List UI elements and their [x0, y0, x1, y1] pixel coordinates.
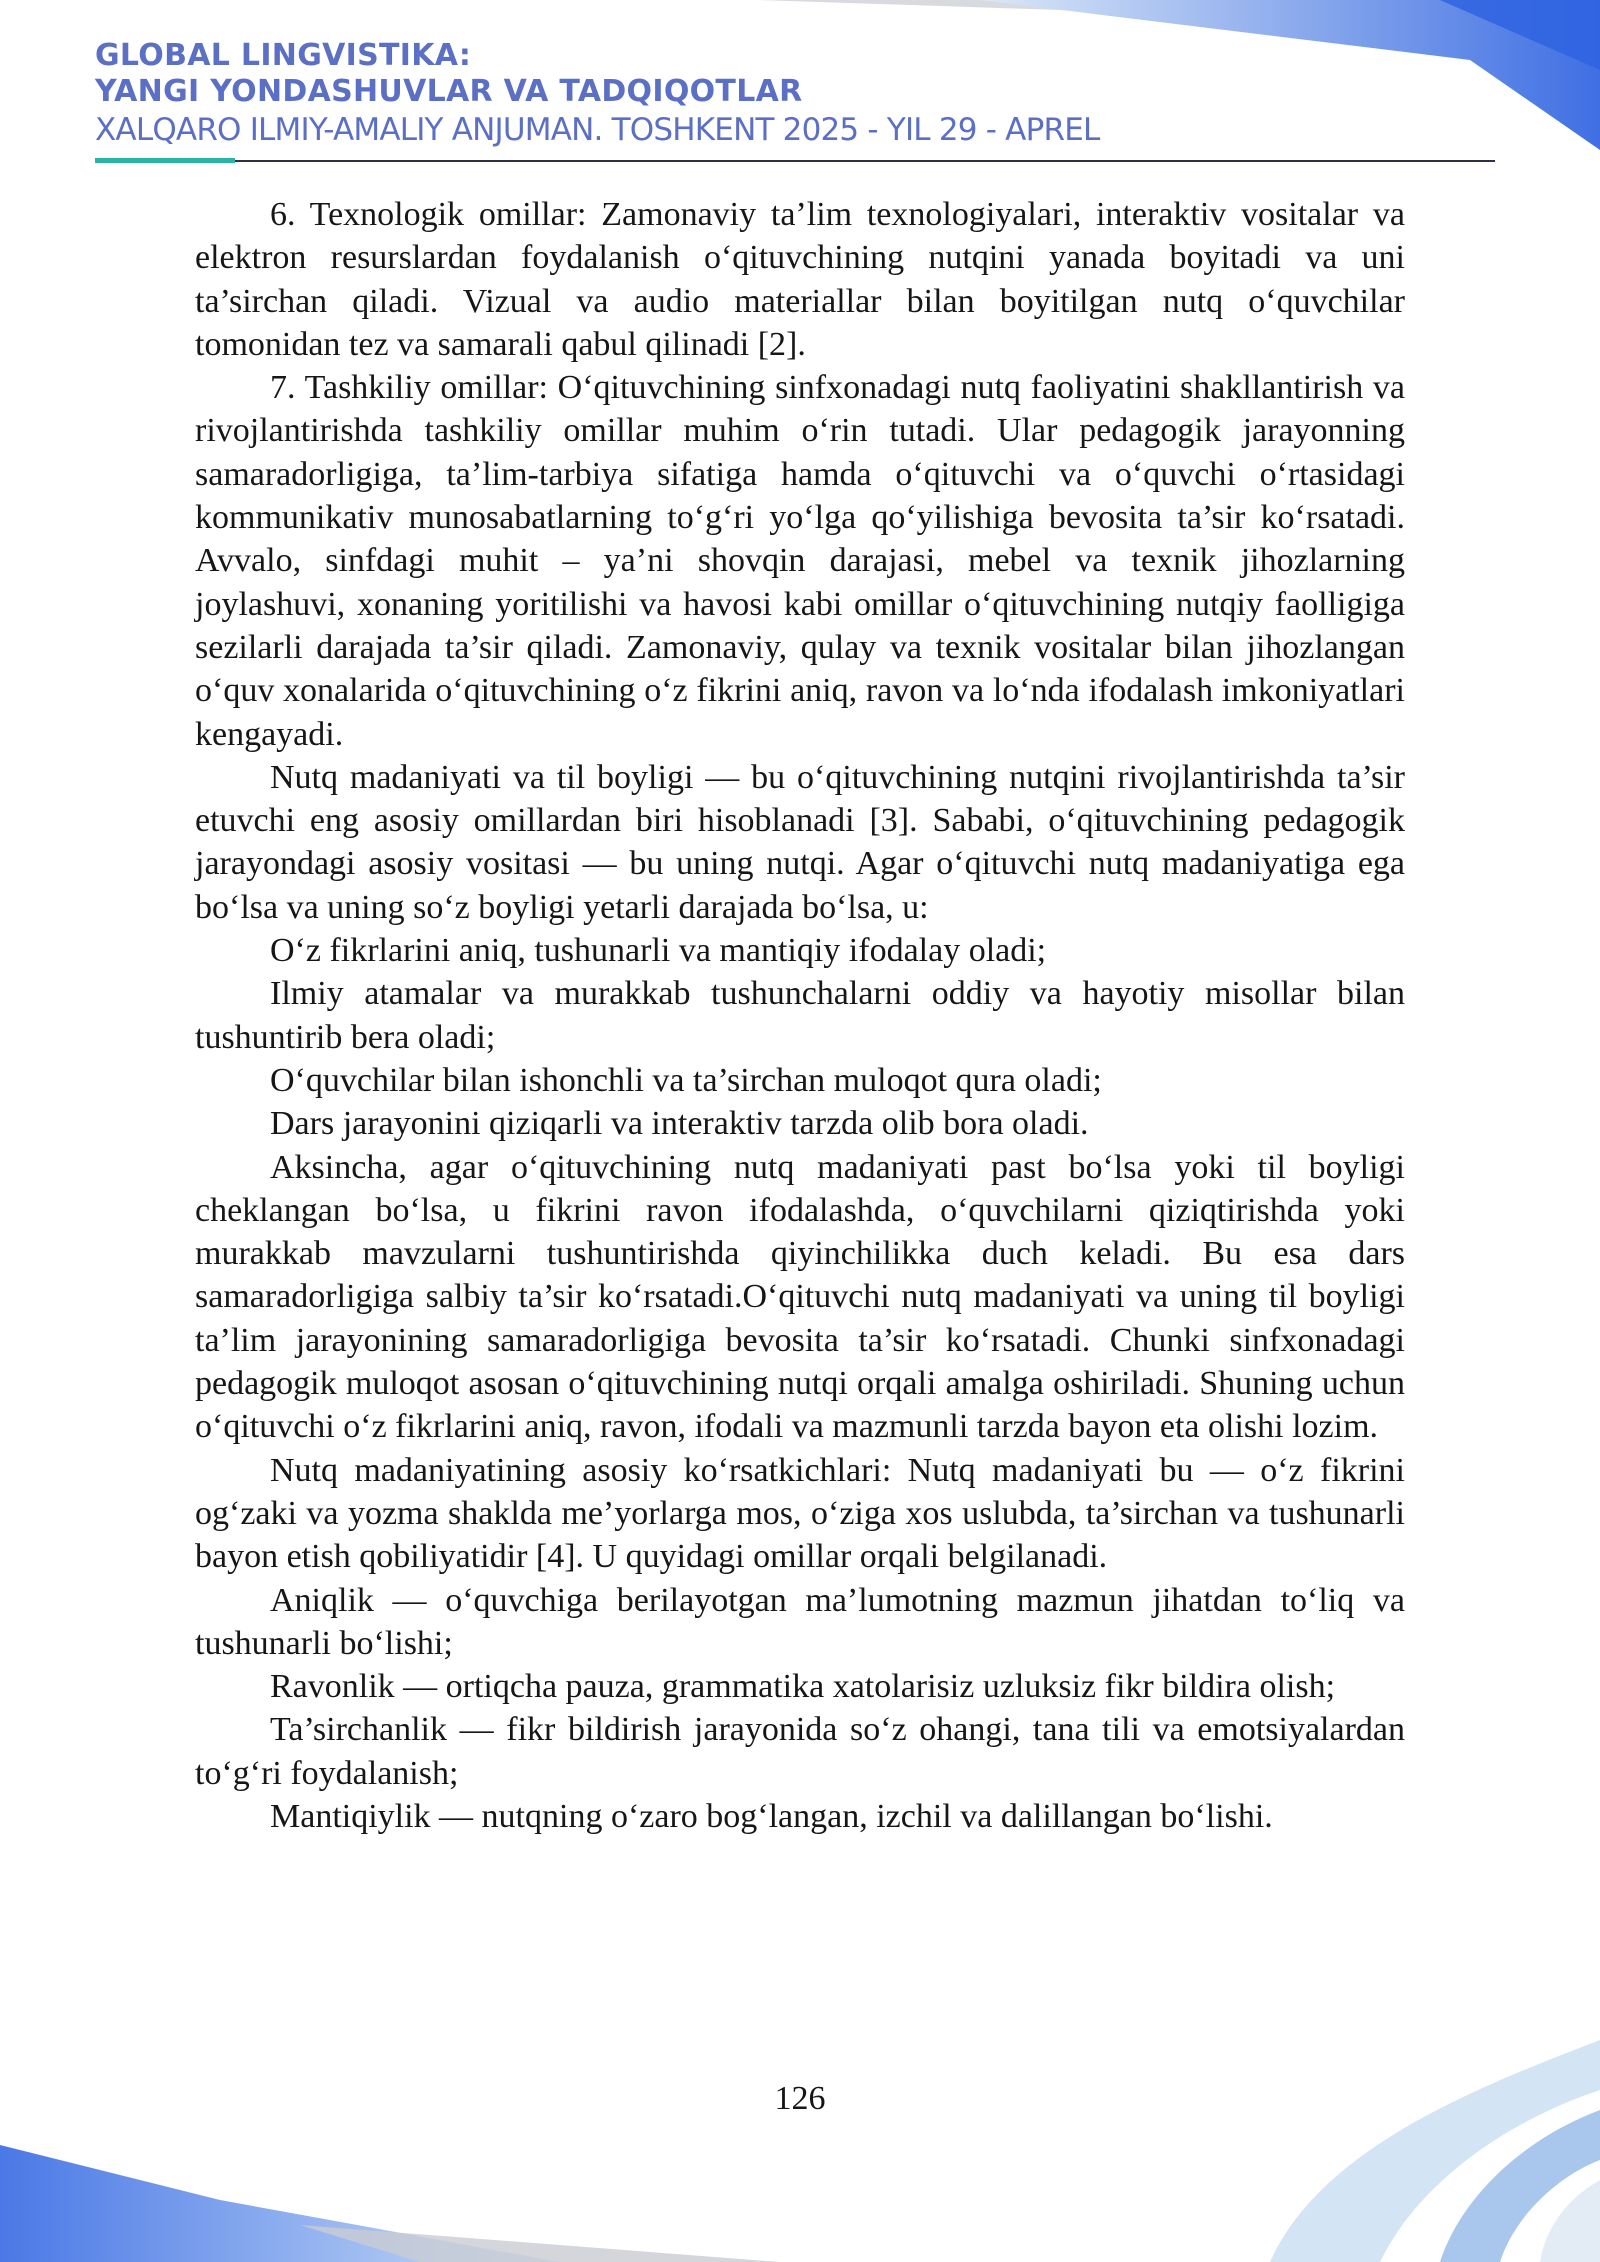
conference-header: [95, 38, 1495, 150]
paragraph-technological-factors: 6. Texnologik omillar: Zamonaviy ta’lim texnologiyalari, interaktiv vositalar va elektron resurslardan foydalanish o‘qituvchining nutqini yanada boyitadi va uni ta’sirchan qiladi. Vizual va audio materiallar bilan boyitilgan nutq o‘quvchilar tomonidan tez va samarali qabul qilinadi [2].: [195, 196, 1405, 363]
paragraph-speech-culture: Nutq madaniyati va til boyligi — bu o‘qituvchining nutqini rivojlantirishda ta’sir etuvchi eng asosiy omillardan biri hisoblanadi [3]. Sababi, o‘qituvchining pedagogik jarayondagi asosiy vositasi — bu uning nutqi. Agar o‘qituvchi nutq madaniyatiga ega bo‘lsa va uning so‘z boyligi yetarli darajada bo‘lsa, u:: [195, 758, 1405, 926]
list-item-fluency: Ravonlik — ortiqcha pauza, grammatika xatolarisiz uzluksiz fikr bildira olish;: [270, 1668, 1336, 1706]
article-body: [195, 193, 1405, 1838]
list-item-logic: Mantiqiylik — nutqning o‘zaro bog‘langan, izchil va dalillangan bo‘lishi.: [270, 1797, 1273, 1835]
conference-title-line2: YANGI YONDASHUVLAR VA TADQIQOTLAR: [95, 74, 803, 109]
bottom-right-swirl: [1270, 2040, 1600, 2262]
page-number: 126: [774, 2080, 826, 2117]
list-item-interactive-lesson: Dars jarayonini qiziqarli va interaktiv tarzda olib bora oladi.: [270, 1105, 1089, 1143]
list-item-scientific-terms: Ilmiy atamalar va murakkab tushunchalarni oddiy va hayotiy misollar bilan tushuntirib bera oladi;: [195, 975, 1405, 1056]
header-divider-accent: [95, 158, 235, 163]
conference-subtitle: XALQARO ILMIY-AMALIY ANJUMAN. TOSHKENT 2025 - YIL 29 - APREL: [95, 112, 1100, 148]
list-item-clear-thoughts: O‘z fikrlarini aniq, tushunarli va mantiqiy ifodalay oladi;: [270, 932, 1047, 970]
list-item-accuracy: Aniqlik — o‘quvchiga berilayotgan ma’lumotning mazmun jihatdan to‘liq va tushunarli bo‘lishi;: [195, 1581, 1405, 1662]
paragraph-contrary-case: Aksincha, agar o‘qituvchining nutq madaniyati past bo‘lsa yoki til boyligi cheklangan bo‘lsa, u fikrini ravon ifodalashda, o‘quvchilarni qiziqtirishda yoki murakkab mavzularni tushuntirishda qiyinchilikka duch keladi. Bu esa dars samaradorligiga salbiy ta’sir ko‘rsatadi.O‘qituvchi nutq madaniyati va uning til boyligi ta’lim jarayonining samaradorligiga bevosita ta’sir ko‘rsatadi. Chunki sinfxonadagi pedagogik muloqot asosan o‘qituvchining nutqi orqali amalga oshiriladi. Shuning uchun o‘qituvchi o‘z fikrlarini aniq, ravon, ifodali va mazmunli tarzda bayon eta olishi lozim.: [195, 1148, 1405, 1446]
header-divider: [95, 160, 1495, 162]
bottom-left-stripes: [0, 2145, 780, 2262]
conference-title-line1: GLOBAL LINGVISTIKA:: [95, 38, 472, 73]
list-item-expressiveness: Ta’sirchanlik — fikr bildirish jarayonida so‘z ohangi, tana tili va emotsiyalardan to‘g‘ri foydalanish;: [195, 1711, 1405, 1792]
swirl-pale: [1540, 2180, 1600, 2262]
list-item-communication: O‘quvchilar bilan ishonchli va ta’sirchan muloqot qura oladi;: [270, 1061, 1102, 1099]
paragraph-speech-indicators: Nutq madaniyatining asosiy ko‘rsatkichlari: Nutq madaniyati bu — o‘z fikrini og‘zaki va yozma shaklda me’yorlarga mos, o‘ziga xos uslubda, ta’sirchan va tushunarli bayon etish qobiliyatidir [4]. U quyidagi omillar orqali belgilanadi.: [195, 1451, 1405, 1576]
paragraph-organizational-factors: 7. Tashkiliy omillar: O‘qituvchining sinfxonadagi nutq faoliyatini shakllantirish va rivojlantirishda tashkiliy omillar muhim o‘rin tutadi. Ular pedagogik jarayonning samaradorligiga, ta’lim-tarbiya sifatiga hamda o‘qituvchi va o‘quvchi o‘rtasidagi kommunikativ munosabatlarning to‘g‘ri yo‘lga qo‘yilishiga bevosita ta’sir ko‘rsatadi. Avvalo, sinfdagi muhit – ya’ni shovqin darajasi, mebel va texnik jihozlarning joylashuvi, xonaning yoritilishi va havosi kabi omillar o‘qituvchining nutqiy faolligiga sezilarli darajada ta’sir qiladi. Zamonaviy, qulay va texnik vositalar bilan jihozlangan o‘quv xonalarida o‘qituvchining o‘z fikrini aniq, ravon va lo‘nda ifodalash imkoniyatlari kengayadi.: [195, 369, 1405, 753]
